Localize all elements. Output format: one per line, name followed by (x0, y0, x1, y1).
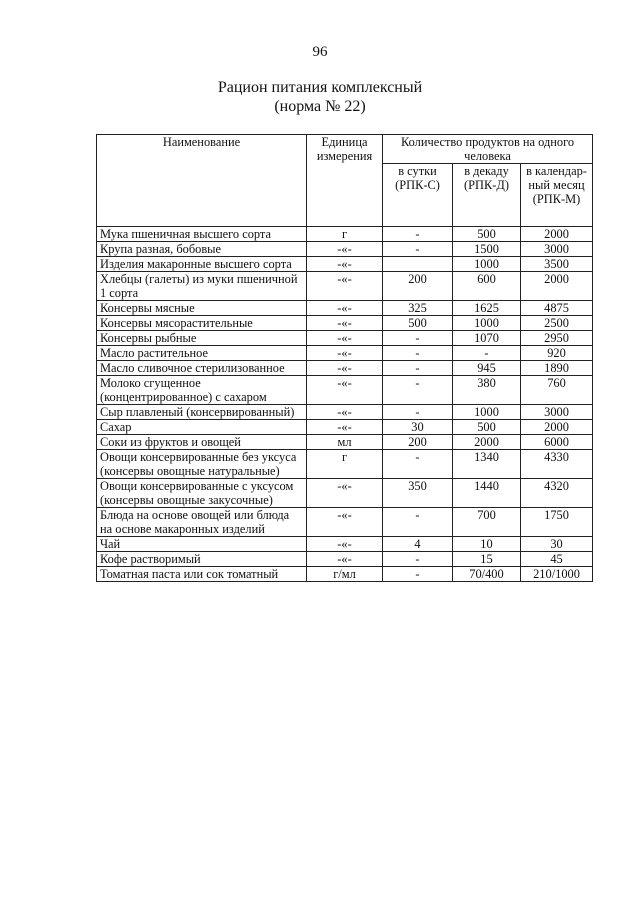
table-row (97, 257, 593, 272)
per-day-cell: - (383, 405, 453, 420)
unit-cell: -«- (307, 376, 383, 405)
per-month-cell: 30 (521, 537, 593, 552)
per-day-cell: - (383, 567, 453, 582)
unit-cell: -«- (307, 272, 383, 301)
product-name: Кофе растворимый (97, 552, 307, 567)
per-day-cell: 200 (383, 272, 453, 301)
header-per-decade: в декаду (РПК-Д) (453, 164, 521, 227)
table-row (97, 361, 593, 376)
per-month-cell: 2000 (521, 272, 593, 301)
product-name: Изделия макаронные высшего сорта (97, 257, 307, 272)
per-decade-cell: 70/400 (453, 567, 521, 582)
unit-cell: -«- (307, 346, 383, 361)
table-row (97, 450, 593, 479)
unit-cell: -«- (307, 537, 383, 552)
table-row (97, 405, 593, 420)
per-decade-cell: - (453, 346, 521, 361)
title-line-2: (норма № 22) (274, 98, 366, 115)
per-day-cell: 350 (383, 479, 453, 508)
per-decade-cell: 1625 (453, 301, 521, 316)
page-number: 96 (312, 44, 328, 60)
per-day-cell: - (383, 450, 453, 479)
unit-cell: -«- (307, 301, 383, 316)
per-decade-cell: 1340 (453, 450, 521, 479)
per-month-cell: 4330 (521, 450, 593, 479)
table-row (97, 272, 593, 301)
per-day-cell: 500 (383, 316, 453, 331)
header-unit: Единица измерения (307, 135, 383, 227)
product-name: Масло растительное (97, 346, 307, 361)
header-quantity: Количество продуктов на одного человека (383, 135, 593, 164)
per-day-cell: 325 (383, 301, 453, 316)
unit-cell: -«- (307, 508, 383, 537)
product-name: Хлебцы (галеты) из муки пшеничной 1 сорта (97, 272, 307, 301)
unit-cell: -«- (307, 552, 383, 567)
per-month-cell: 6000 (521, 435, 593, 450)
ration-table-body (97, 227, 593, 582)
per-month-cell: 3000 (521, 405, 593, 420)
table-row (97, 537, 593, 552)
per-day-cell (383, 257, 453, 272)
per-month-cell: 3500 (521, 257, 593, 272)
per-month-cell: 45 (521, 552, 593, 567)
per-day-cell: 4 (383, 537, 453, 552)
per-day-cell: - (383, 552, 453, 567)
document-title (0, 78, 640, 116)
per-decade-cell: 1000 (453, 405, 521, 420)
product-name: Консервы мясные (97, 301, 307, 316)
unit-cell: -«- (307, 405, 383, 420)
product-name: Мука пшеничная высшего сорта (97, 227, 307, 242)
per-month-cell: 2950 (521, 331, 593, 346)
per-month-cell: 4875 (521, 301, 593, 316)
table-row (97, 346, 593, 361)
per-decade-cell: 600 (453, 272, 521, 301)
header-name: Наименование (97, 135, 307, 227)
per-day-cell: - (383, 242, 453, 257)
table-row (97, 316, 593, 331)
product-name: Сахар (97, 420, 307, 435)
per-decade-cell: 500 (453, 227, 521, 242)
per-day-cell: - (383, 346, 453, 361)
per-decade-cell: 15 (453, 552, 521, 567)
product-name: Крупа разная, бобовые (97, 242, 307, 257)
table-row (97, 301, 593, 316)
title-line-1: Рацион питания комплексный (217, 79, 423, 96)
per-month-cell: 1750 (521, 508, 593, 537)
product-name: Молоко сгущенное (концентрированное) с сахаром (97, 376, 307, 405)
unit-cell: -«- (307, 420, 383, 435)
per-decade-cell: 1500 (453, 242, 521, 257)
per-decade-cell: 10 (453, 537, 521, 552)
per-decade-cell: 1070 (453, 331, 521, 346)
table-row (97, 552, 593, 567)
per-day-cell: - (383, 376, 453, 405)
per-day-cell: 30 (383, 420, 453, 435)
per-month-cell: 2500 (521, 316, 593, 331)
product-name: Овощи консервированные без уксуса (консервы овощные натуральные) (97, 450, 307, 479)
product-name: Блюда на основе овощей или блюда на основе макаронных изделий (97, 508, 307, 537)
per-month-cell: 2000 (521, 420, 593, 435)
per-decade-cell: 380 (453, 376, 521, 405)
per-decade-cell: 2000 (453, 435, 521, 450)
product-name: Сыр плавленый (консервированный) (97, 405, 307, 420)
per-day-cell: 200 (383, 435, 453, 450)
table-row (97, 435, 593, 450)
per-decade-cell: 500 (453, 420, 521, 435)
unit-cell: -«- (307, 331, 383, 346)
table-row (97, 508, 593, 537)
per-decade-cell: 1000 (453, 257, 521, 272)
per-decade-cell: 1000 (453, 316, 521, 331)
unit-cell: мл (307, 435, 383, 450)
table-row (97, 376, 593, 405)
per-month-cell: 760 (521, 376, 593, 405)
per-decade-cell: 1440 (453, 479, 521, 508)
per-day-cell: - (383, 331, 453, 346)
per-month-cell: 920 (521, 346, 593, 361)
unit-cell: -«- (307, 361, 383, 376)
unit-cell: -«- (307, 316, 383, 331)
per-month-cell: 3000 (521, 242, 593, 257)
ration-table (96, 134, 593, 582)
per-month-cell: 2000 (521, 227, 593, 242)
unit-cell: -«- (307, 257, 383, 272)
table-row (97, 331, 593, 346)
per-decade-cell: 945 (453, 361, 521, 376)
unit-cell: -«- (307, 479, 383, 508)
per-day-cell: - (383, 361, 453, 376)
per-month-cell: 1890 (521, 361, 593, 376)
per-month-cell: 210/1000 (521, 567, 593, 582)
per-decade-cell: 700 (453, 508, 521, 537)
header-per-day: в сутки (РПК-С) (383, 164, 453, 227)
table-row (97, 227, 593, 242)
product-name: Масло сливочное стерилизованное (97, 361, 307, 376)
per-day-cell: - (383, 227, 453, 242)
header-per-month: в календар-ный месяц (РПК-М) (521, 164, 593, 227)
unit-cell: г/мл (307, 567, 383, 582)
table-row (97, 479, 593, 508)
product-name: Овощи консервированные с уксусом (консервы овощные закусочные) (97, 479, 307, 508)
product-name: Чай (97, 537, 307, 552)
per-day-cell: - (383, 508, 453, 537)
unit-cell: г (307, 227, 383, 242)
product-name: Консервы рыбные (97, 331, 307, 346)
unit-cell: -«- (307, 242, 383, 257)
product-name: Соки из фруктов и овощей (97, 435, 307, 450)
product-name: Консервы мясорастительные (97, 316, 307, 331)
unit-cell: г (307, 450, 383, 479)
per-month-cell: 4320 (521, 479, 593, 508)
table-row (97, 242, 593, 257)
product-name: Томатная паста или сок томатный (97, 567, 307, 582)
table-row (97, 420, 593, 435)
table-row (97, 567, 593, 582)
